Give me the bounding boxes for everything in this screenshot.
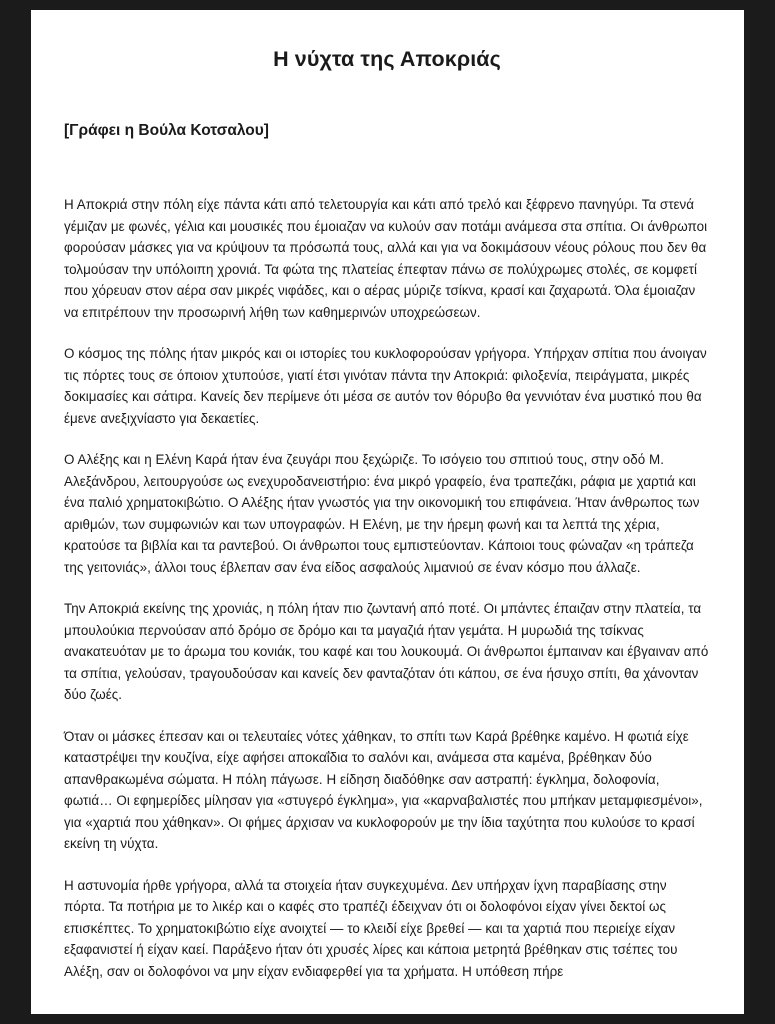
- paragraph-1: Η Αποκριά στην πόλη είχε πάντα κάτι από τελετουργία και κάτι από τρελό και ξέφρενο πανηγύρι. Τα στενά γέμιζαν με φωνές, γέλια και μουσικές που έμοιαζαν να κυλούν σαν ποτάμι ανάμεσα στα σπίτια. Οι άνθρωποι φορούσαν μάσκες για να κρύψουν τα πρόσωπά τους, αλλά και για να δοκιμάσουν νέους ρόλους που δεν θα τολμούσαν την υπόλοιπη χρονιά. Τα φώτα της πλατείας έπεφταν πάνω σε πολύχρωμες στολές, σε κομφετί που χόρευαν στον αέρα σαν μικρές νιφάδες, και ο αέρας μύριζε τσίκνα, κρασί και ζαχαρωτά. Όλα έμοιαζαν να επιτρέπουν την προσωρινή λήθη των καθημερινών υποχρεώσεων.: [64, 197, 708, 320]
- paragraph-3: Ο Αλέξης και η Ελένη Καρά ήταν ένα ζευγάρι που ξεχώριζε. Το ισόγειο του σπιτιού τους, στην οδό Μ. Αλεξάνδρου, λειτουργούσε ως ενεχυροδανειστήριο: ένα μικρό γραφείο, ένα τραπεζάκι, ράφια με χαρτιά και ένα παλιό χρηματοκιβώτιο. Ο Αλέξης ήταν γνωστός για την οικονομική του επιφάνεια. Ήταν άνθρωπος των αριθμών, των συμφωνιών και των υπογραφών. Η Ελένη, με την ήρεμη φωνή και τα λεπτά της χέρια, κρατούσε τα βιβλία και τα ραντεβού. Οι άνθρωποι τους εμπιστεύονταν. Κάποιοι τους φώναζαν «η τράπεζα της γειτονιάς», άλλοι τους έβλεπαν σαν ένα είδος ασφαλούς λιμανιού σε έναν κόσμο που άλλαζε.: [64, 452, 700, 575]
- paragraph-4: Την Αποκριά εκείνης της χρονιάς, η πόλη ήταν πιο ζωντανή από ποτέ. Οι μπάντες έπαιζαν στην πλατεία, τα μπουλούκια περνούσαν από δρόμο σε δρόμο και τα μαγαζιά ήταν γεμάτα. Η μυρωδιά της τσίκνας ανακατευόταν με το άρωμα του κονιάκ, του καφέ και του λουκουμά. Οι άνθρωποι έμπαιναν και έβγαιναν από τα σπίτια, γελούσαν, τραγουδούσαν και κανείς δεν φανταζόταν ότι κάπου, σε ένα ήσυχο σπίτι, θα χάνονταν δύο ζωές.: [64, 601, 709, 702]
- author-byline: [Γράφει η Βούλα Κοτσαλου]: [64, 122, 269, 139]
- article-body: [64, 194, 710, 982]
- page-title: Η νύχτα της Αποκριάς: [273, 47, 501, 71]
- paragraph-2: Ο κόσμος της πόλης ήταν μικρός και οι ιστορίες του κυκλοφορούσαν γρήγορα. Υπήρχαν σπίτια που άνοιγαν τις πόρτες τους σε όποιον χτυπούσε, γιατί έτσι γινόταν πάντα την Αποκριά: φιλοξενία, πειράγματα, μικρές δοκιμασίες και σάτιρα. Κανείς δεν περίμενε ότι μέσα σε αυτόν τον θόρυβο θα γεννιόταν ένα μυστικό που θα έμενε ανεξιχνίαστο για δεκαετίες.: [64, 346, 707, 426]
- paragraph-6: Η αστυνομία ήρθε γρήγορα, αλλά τα στοιχεία ήταν συγκεχυμένα. Δεν υπήρχαν ίχνη παραβίασης στην πόρτα. Τα ποτήρια με το λικέρ και ο καφές στο τραπέζι έδειχναν ότι οι δολοφόνοι είχαν γίνει δεκτοί ως επισκέπτες. Το χρηματοκιβώτιο είχε ανοιχτεί — το κλειδί είχε βρεθεί — και τα χαρτιά που περιείχε είχαν εξαφανιστεί ή είχαν καεί. Παράξενο ήταν ότι χρυσές λίρες και κάποια μετρητά βρέθηκαν στις τσέπες του Αλέξη, σαν οι δολοφόνοι να μην είχαν ενδιαφερθεί για τα χρήματα. Η υπόθεση πήρε: [64, 877, 678, 979]
- paragraph-5: Όταν οι μάσκες έπεσαν και οι τελευταίες νότες χάθηκαν, το σπίτι των Καρά βρέθηκε καμένο. Η φωτιά είχε καταστρέψει την κουζίνα, είχε αφήσει αποκαΐδια το σαλόνι και, ανάμεσα στα καμένα, βρέθηκαν δύο απανθρακωμένα σώματα. Η πόλη πάγωσε. Η είδηση διαδόθηκε σαν αστραπή: έγκλημα, δολοφονία, φωτιά… Οι εφημερίδες μίλησαν για «στυγερό έγκλημα», για «καρναβαλιστές που μπήκαν μεταμφιεσμένοι», για «χαρτιά που χάθηκαν». Οι φήμες άρχισαν να κυκλοφορούν με την ίδια ταχύτητα που κυλούσε το κρασί εκείνη τη νύχτα.: [64, 728, 703, 851]
- document-page: [31, 10, 744, 1014]
